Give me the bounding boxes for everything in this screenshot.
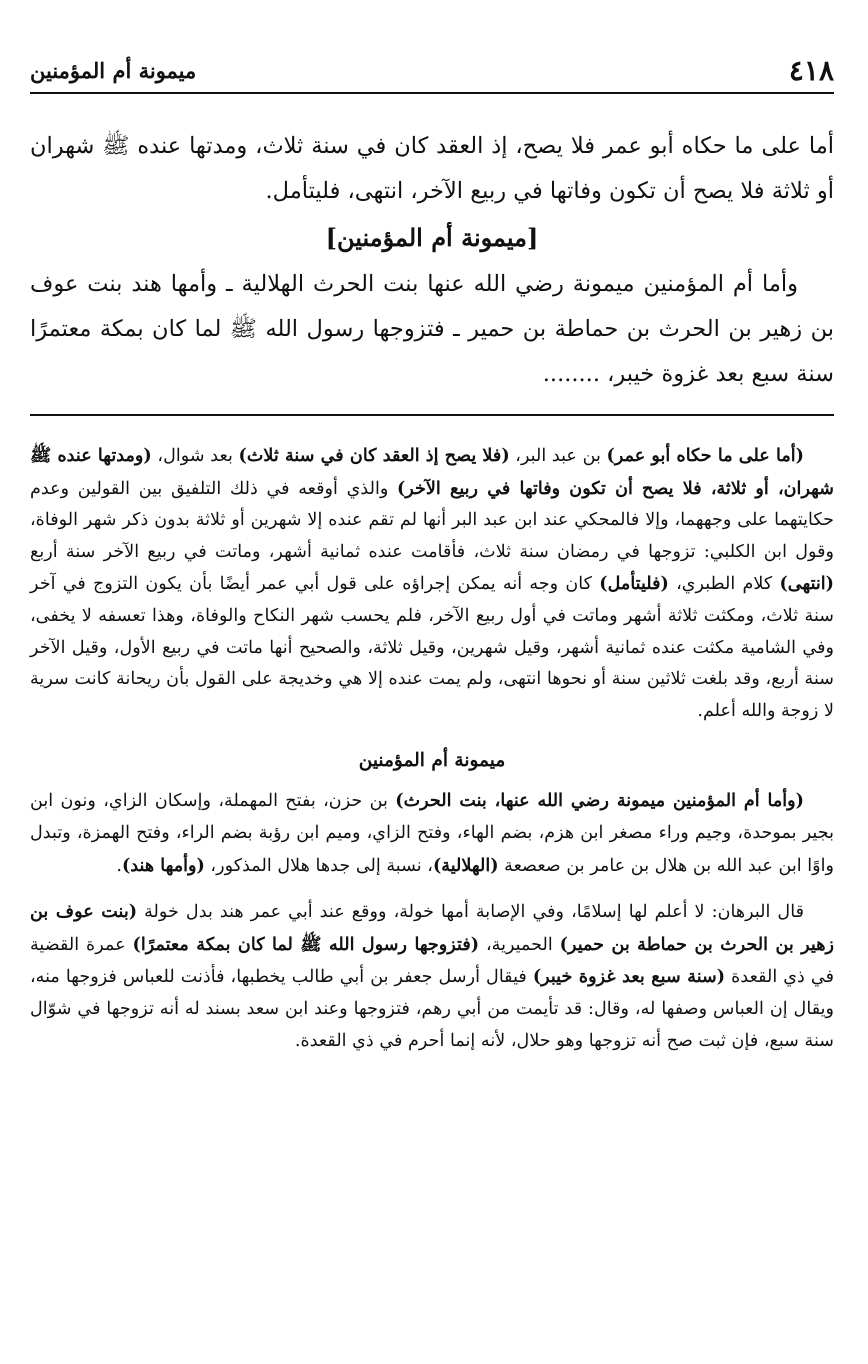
commentary-text: عمرة القضية في ذي القعدة (30, 934, 834, 988)
matn-paragraph-2: وأما أم المؤمنين ميمونة رضي الله عنها بنت الحرث الهلالية ـ وأمها هند بنت عوف بن زهير بن الحرث بن حماطة بن حمير ـ فتزوجها رسول الله ﷺ لما كان بمكة معتمرًا سنة سبع بعد غزوة خيبر، ........ (30, 271, 834, 387)
quoted-text: (بنت عوف بن زهير بن الحرث بن حماطة بن حمير) (30, 901, 834, 955)
main-text (30, 124, 834, 397)
page-header (30, 52, 834, 94)
commentary-text: كان وجه أنه يمكن إجراؤه على قول أبي عمر أيضًا بأن يكون التزوج في آخر سنة ثلاث، ومكثت ثلاثة أشهر وماتت في أول ربيع الآخر، فلم يحسب شهر النكاح والوفاة، وهذا تعسفه لا يخفى، وفي الشامية مكثت عنده ثمانية أشهر، وقيل شهرين، وقيل ثلاثة، والصحيح أنها ماتت في ربيع الأول، وقيل الآخر سنة أربع، وقد بلغت ثلاثين سنة أو نحوها انتهى، ولم يمت عنده إلا هي وخديجة على القول بأن ريحانة كانت سرية لا زوجة والله أعلم. (30, 574, 834, 721)
quoted-text: (أما على ما حكاه أبو عمر) (606, 445, 804, 466)
quoted-text: (فتزوجها رسول الله ﷺ لما كان بمكة معتمرًا) (132, 933, 480, 955)
commentary-text: بعد شوال، (151, 446, 239, 466)
commentary-section-heading: ميمونة أم المؤمنين (358, 750, 506, 772)
page-number: ٤١٨ (788, 54, 834, 87)
quoted-text: (فليتأمل) (599, 573, 669, 595)
commentary-text: فيقال أرسل جعفر بن أبي طالب يخطبها، فأذنت للعباس فزوجها منه، ويقال إن العباس وصفها له، وقال: قد تأيمت من أبي رهم، فتزوجها وعند ابن سعد بسند له أنه تزوجها في شوّال سنة سبع، فإن ثبت صح أنه تزوجها وهو حلال، لأنه إنما أحرم في ذي القعدة. (30, 967, 834, 1051)
commentary-paragraph-2 (30, 785, 834, 882)
matn-paragraph-1: أما على ما حكاه أبو عمر فلا يصح، إذ العقد كان في سنة ثلاث، ومدتها عنده ﷺ شهران أو ثلاثة فلا يصح أن تكون وفاتها في ربيع الآخر، انتهى، فليتأمل. (30, 133, 834, 204)
quoted-text: (سنة سبع بعد غزوة خيبر) (532, 966, 726, 988)
running-title: ميمونة أم المؤمنين (30, 58, 197, 83)
quoted-text: (انتهى) (779, 573, 834, 595)
commentary-text: بن حزن، بفتح المهملة، وإسكان الزاي، ونون ابن بجير بموحدة، وجيم وراء مصغر ابن هزم، بضم الهاء، وفتح الزاي، وميم ابن رؤبة بضم الراء، وفتح الهمزة، وتبدل واوًا ابن عبد الله بن هلال بن عامر بن صعصعة (30, 791, 834, 876)
commentary (30, 440, 834, 1057)
quoted-text: (الهلالية) (432, 854, 499, 876)
footnote-divider (30, 414, 834, 416)
commentary-paragraph-1 (30, 440, 834, 727)
commentary-text: والذي أوقعه في ذلك التلفيق بين القولين وعدم حكايتهما على وجههما، وإلا فالمحكي عند ابن عبد البر أنها لم تقم عنده إلا شهرين أو ثلاثة بدون ذكر شهر الوفاة، وقول ابن الكلبي: تزوجها في رمضان سنة ثلاث، فأقامت عنده ثمانية أشهر، وماتت في ربيع الآخر سنة أربع (30, 478, 834, 562)
commentary-text: بن عبد البر، (509, 446, 607, 466)
quoted-text: (وأما أم المؤمنين ميمونة رضي الله عنها، بنت الحرث) (395, 790, 804, 812)
commentary-text: . (116, 855, 122, 876)
quoted-text: (ومدتها عنده ﷺ شهران، أو ثلاثة، فلا يصح أن تكون وفاتها في ربيع الآخر) (30, 445, 834, 499)
quoted-text: (فلا يصح إذ العقد كان في سنة ثلاث) (238, 445, 510, 466)
quoted-text: (وأمها هند) (121, 854, 205, 876)
commentary-text: كلام الطبري، (668, 574, 780, 595)
commentary-text: قال البرهان: لا أعلم لها إسلامًا، وفي الإصابة أمها خولة، ووقع عند أبي عمر هند بدل خولة (137, 902, 804, 923)
commentary-text: الحميرية، (479, 934, 560, 955)
matn-section-heading: [ميمونة أم المؤمنين] (325, 223, 539, 252)
commentary-paragraph-3 (30, 896, 834, 1057)
commentary-text: ، نسبة إلى جدها هلال المذكور، (204, 855, 433, 876)
